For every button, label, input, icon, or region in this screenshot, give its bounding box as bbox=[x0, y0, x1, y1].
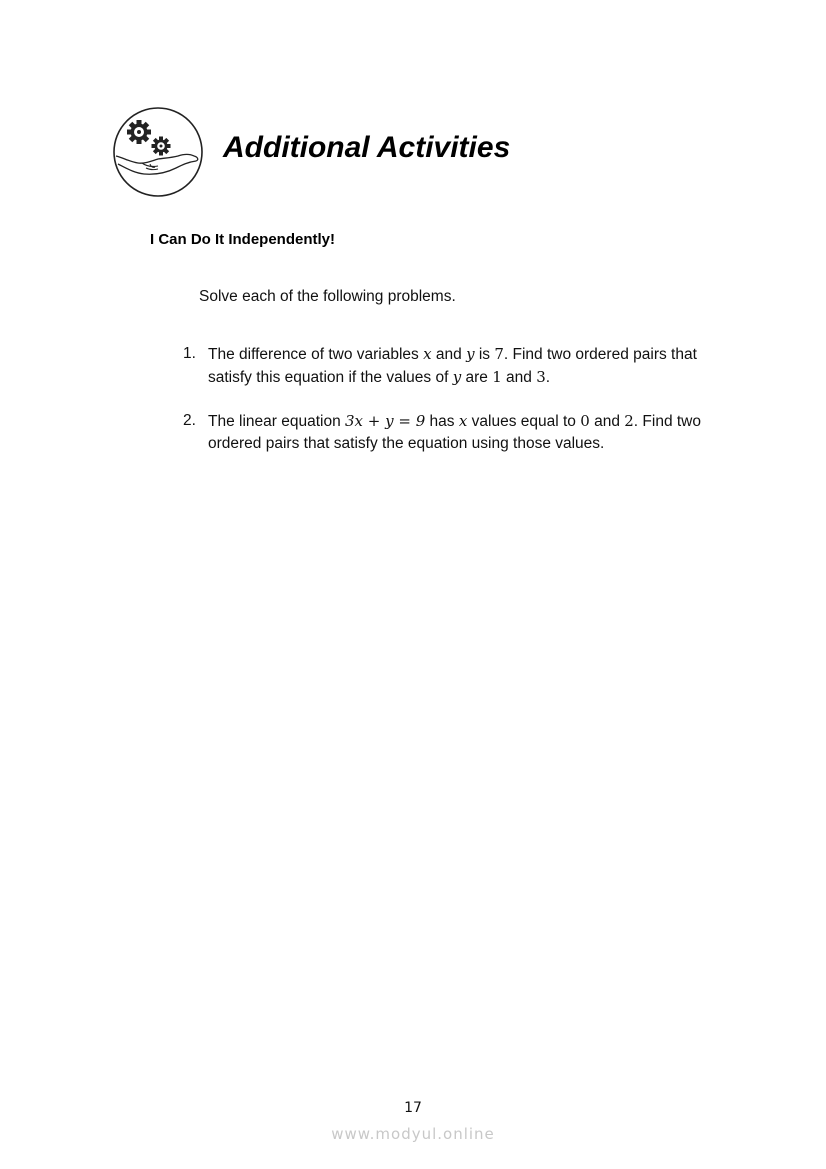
problem-line bbox=[208, 366, 743, 389]
text-run: ordered pairs that satisfy the equation using those values. bbox=[208, 435, 605, 452]
section-subheading: I Can Do It Independently! bbox=[150, 231, 336, 248]
math-variable: x bbox=[458, 412, 468, 430]
math-number: 2 bbox=[624, 412, 634, 430]
text-run: . Find two ordered pairs that bbox=[503, 346, 697, 363]
problem-line bbox=[208, 433, 743, 455]
text-run: . bbox=[545, 369, 551, 386]
math-variable: y bbox=[466, 345, 475, 363]
gears-in-hand-icon bbox=[112, 106, 204, 198]
text-run: . Find two bbox=[633, 413, 701, 430]
page-title: Additional Activities bbox=[223, 131, 511, 164]
text-run: has bbox=[425, 413, 459, 430]
problem-number: 1. bbox=[183, 345, 196, 362]
math-variable: y bbox=[452, 368, 462, 386]
text-run: and bbox=[589, 413, 625, 430]
text-run: values equal to bbox=[467, 413, 581, 430]
math-number: 0 bbox=[580, 412, 590, 430]
problem-text bbox=[208, 343, 743, 389]
text-run: The linear equation bbox=[208, 413, 346, 430]
text-run: The difference of two variables bbox=[208, 346, 424, 363]
math-number: 3 bbox=[536, 368, 546, 386]
math-number: 1 bbox=[492, 368, 502, 386]
text-run: are bbox=[461, 369, 493, 386]
page-number: 17 bbox=[404, 1100, 422, 1116]
problem-item bbox=[183, 343, 743, 389]
math-variable: x bbox=[423, 345, 432, 363]
text-run: and bbox=[501, 369, 537, 386]
instruction-text: Solve each of the following problems. bbox=[199, 288, 456, 305]
problem-text bbox=[208, 410, 743, 455]
math-equation: 3x + y = 9 bbox=[345, 412, 426, 430]
problem-number: 2. bbox=[183, 412, 196, 429]
text-run: is bbox=[474, 346, 495, 363]
watermark: www.modyul.online bbox=[331, 1125, 495, 1143]
problem-line bbox=[208, 410, 743, 433]
math-number: 7 bbox=[494, 345, 504, 363]
problem-item bbox=[183, 410, 743, 455]
problem-line bbox=[208, 343, 743, 366]
text-run: satisfy this equation if the values of bbox=[208, 369, 453, 386]
text-run: and bbox=[431, 346, 467, 363]
